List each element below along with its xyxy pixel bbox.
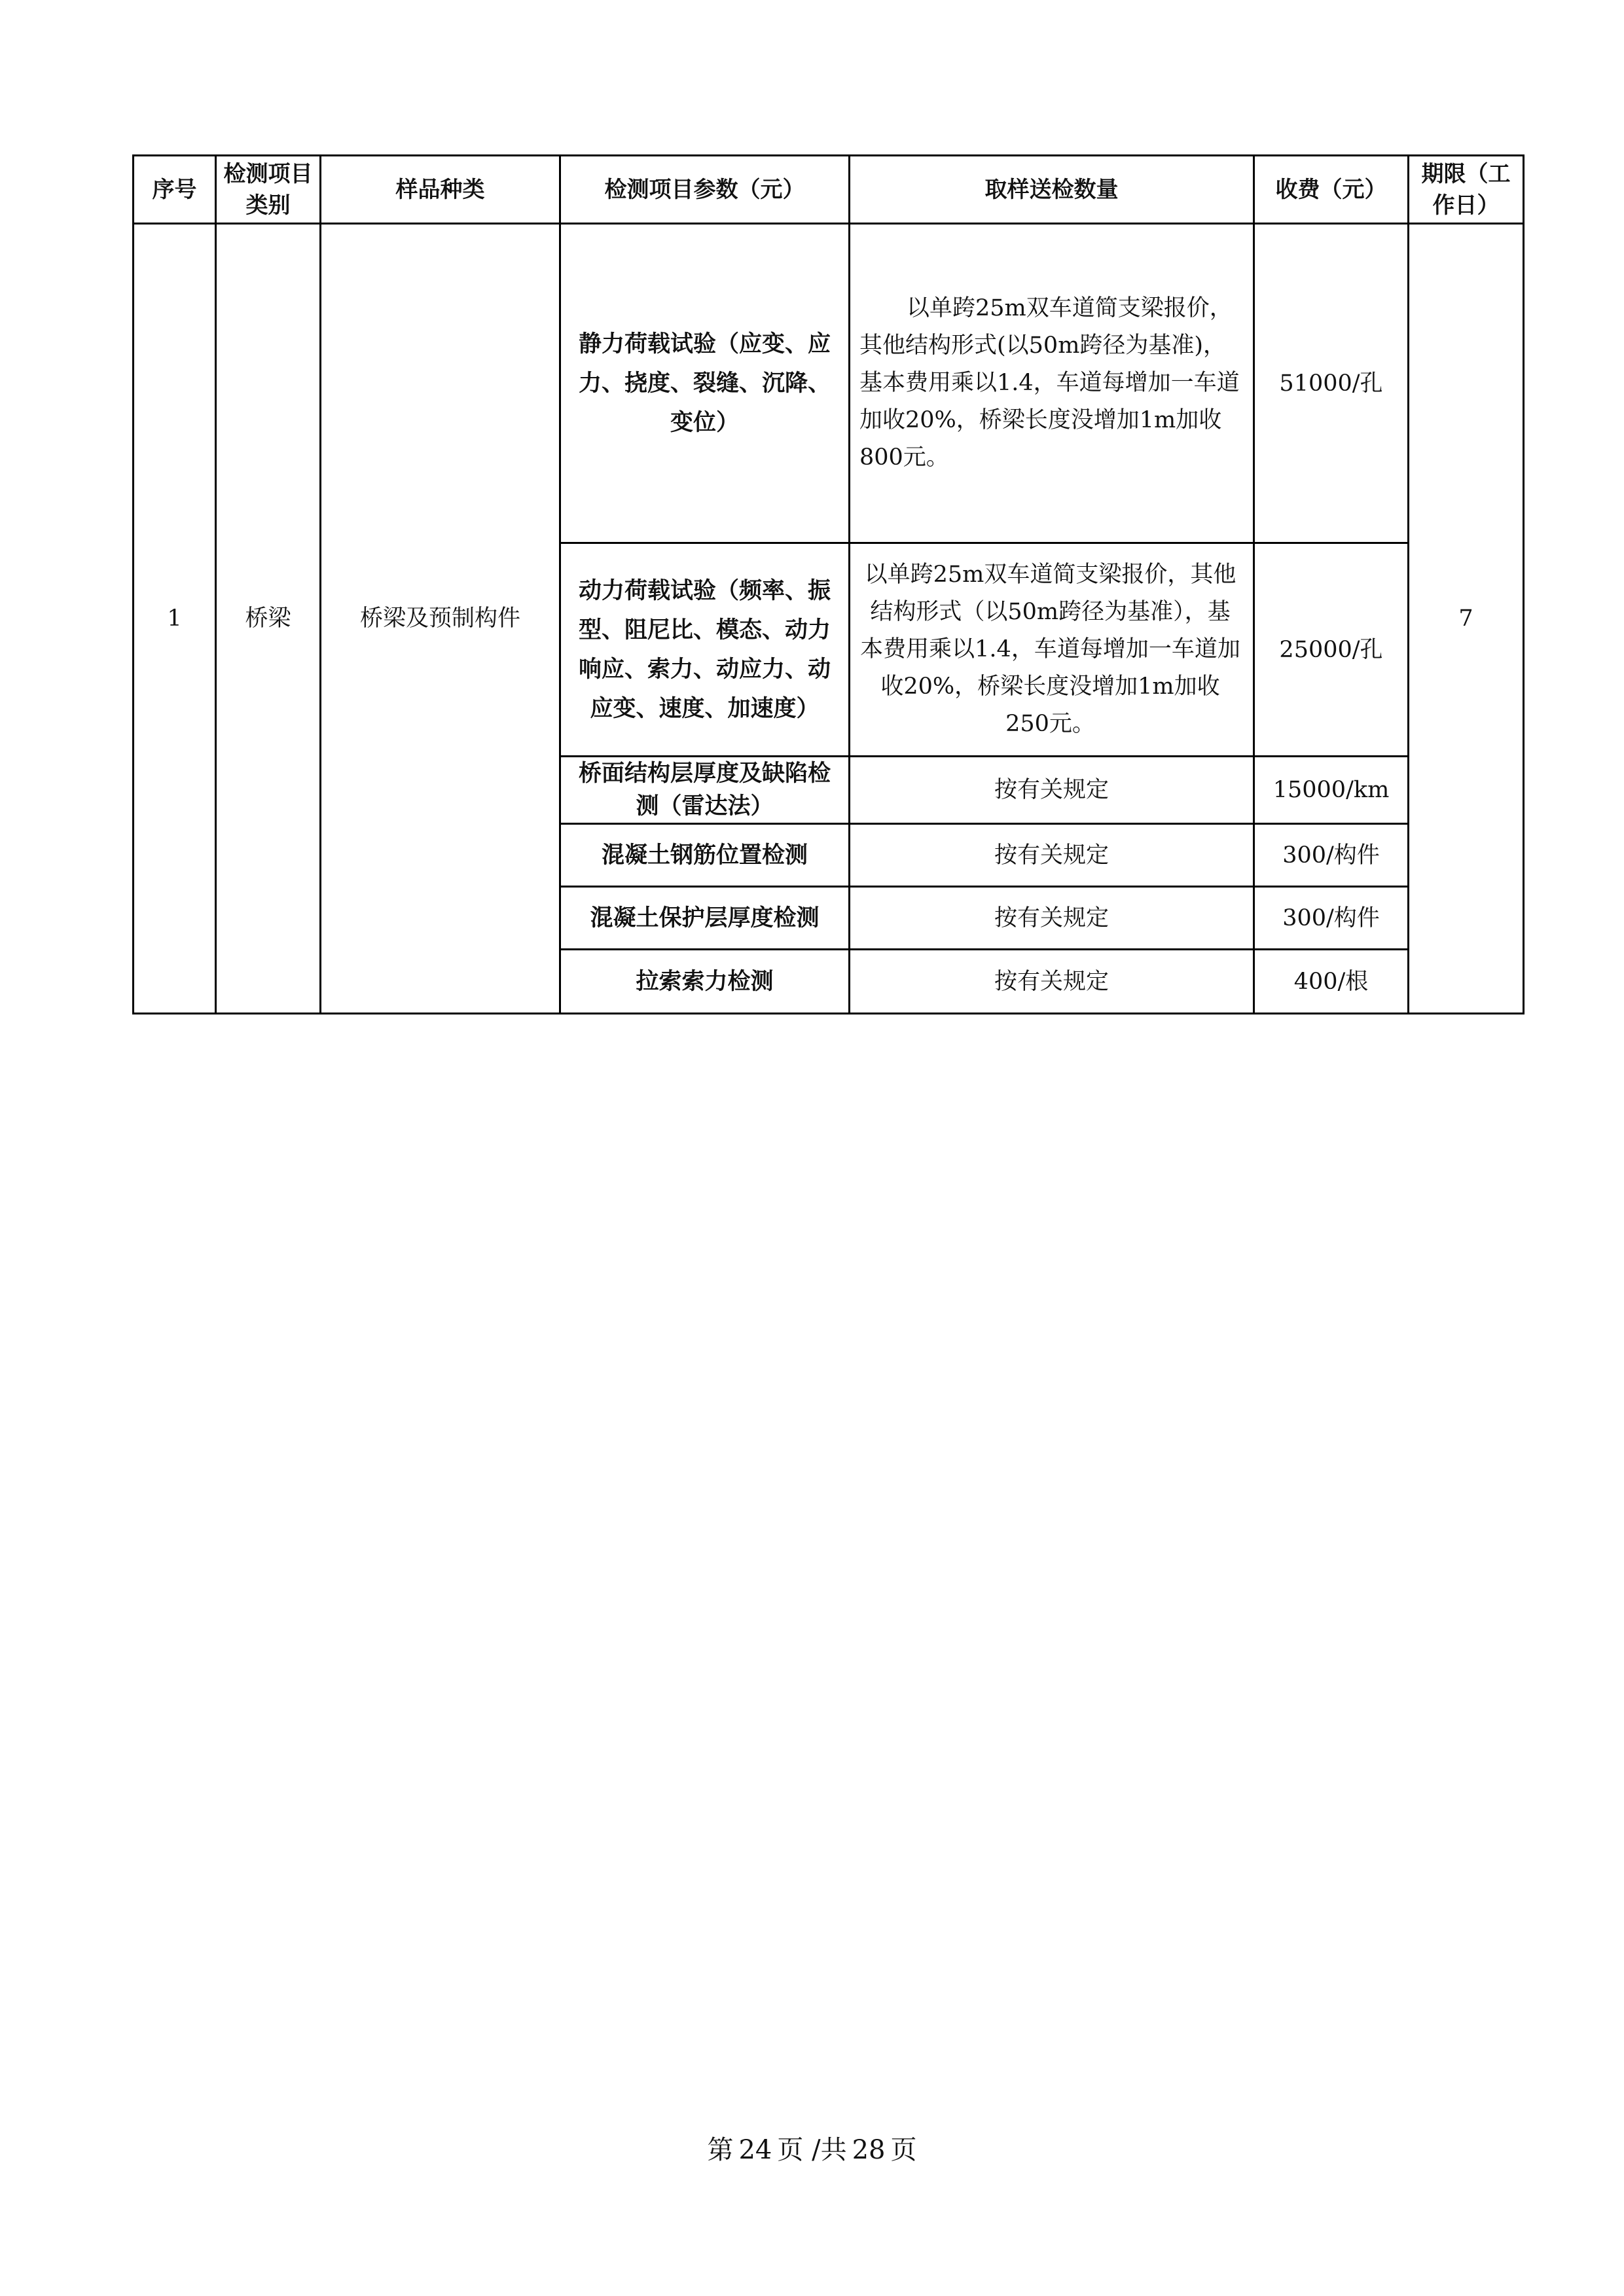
cell-param: 混凝土钢筋位置检测 [560, 824, 850, 887]
cell-param: 拉索索力检测 [560, 950, 850, 1014]
footer-total-pages: 28 [852, 2135, 886, 2165]
footer-suffix: 页 [890, 2135, 917, 2165]
cell-fee: 300/构件 [1254, 824, 1409, 887]
cell-param: 混凝土保护层厚度检测 [560, 887, 850, 950]
table-row [134, 224, 1524, 543]
footer-middle: 页 /共 [777, 2135, 847, 2165]
cell-category: 桥梁 [216, 224, 321, 1014]
footer-prefix: 第 [707, 2135, 734, 2165]
cell-param: 动力荷载试验（频率、振型、阻尼比、模态、动力响应、索力、动应力、动应变、速度、加速度） [560, 543, 850, 757]
cell-fee: 300/构件 [1254, 887, 1409, 950]
cell-period: 7 [1409, 224, 1524, 1014]
cell-qty: 按有关规定 [850, 824, 1254, 887]
cell-fee: 25000/孔 [1254, 543, 1409, 757]
cell-fee: 400/根 [1254, 950, 1409, 1014]
header-period: 期限（工作日） [1409, 156, 1524, 224]
cell-qty: 按有关规定 [850, 757, 1254, 824]
cell-qty: 以单跨25m双车道简支梁报价，其他结构形式（以50m跨径为基准），基本费用乘以1.4，车道每增加一车道加收20%，桥梁长度没增加1m加收250元。 [850, 543, 1254, 757]
header-sample: 样品种类 [321, 156, 560, 224]
cell-seq: 1 [134, 224, 216, 1014]
footer-current-page: 24 [738, 2135, 772, 2165]
cell-fee: 15000/km [1254, 757, 1409, 824]
header-fee: 收费（元） [1254, 156, 1409, 224]
cell-qty: 按有关规定 [850, 950, 1254, 1014]
header-seq: 序号 [134, 156, 216, 224]
table-header-row [134, 156, 1524, 224]
header-param: 检测项目参数（元） [560, 156, 850, 224]
cell-param: 桥面结构层厚度及缺陷检测（雷达法） [560, 757, 850, 824]
fee-table [132, 154, 1525, 1014]
cell-fee: 51000/孔 [1254, 224, 1409, 543]
header-qty: 取样送检数量 [850, 156, 1254, 224]
page-footer [0, 2134, 1624, 2166]
cell-qty: 按有关规定 [850, 887, 1254, 950]
cell-qty [850, 224, 1254, 543]
cell-qty-text: 以单跨25m双车道简支梁报价，其他结构形式(以50m跨径为基准)，基本费用乘以1.4，车道每增加一车道加收20%，桥梁长度没增加1m加收800元。 [859, 295, 1240, 471]
cell-sample: 桥梁及预制构件 [321, 224, 560, 1014]
cell-param: 静力荷载试验（应变、应力、挠度、裂缝、沉降、变位） [560, 224, 850, 543]
header-category: 检测项目类别 [216, 156, 321, 224]
